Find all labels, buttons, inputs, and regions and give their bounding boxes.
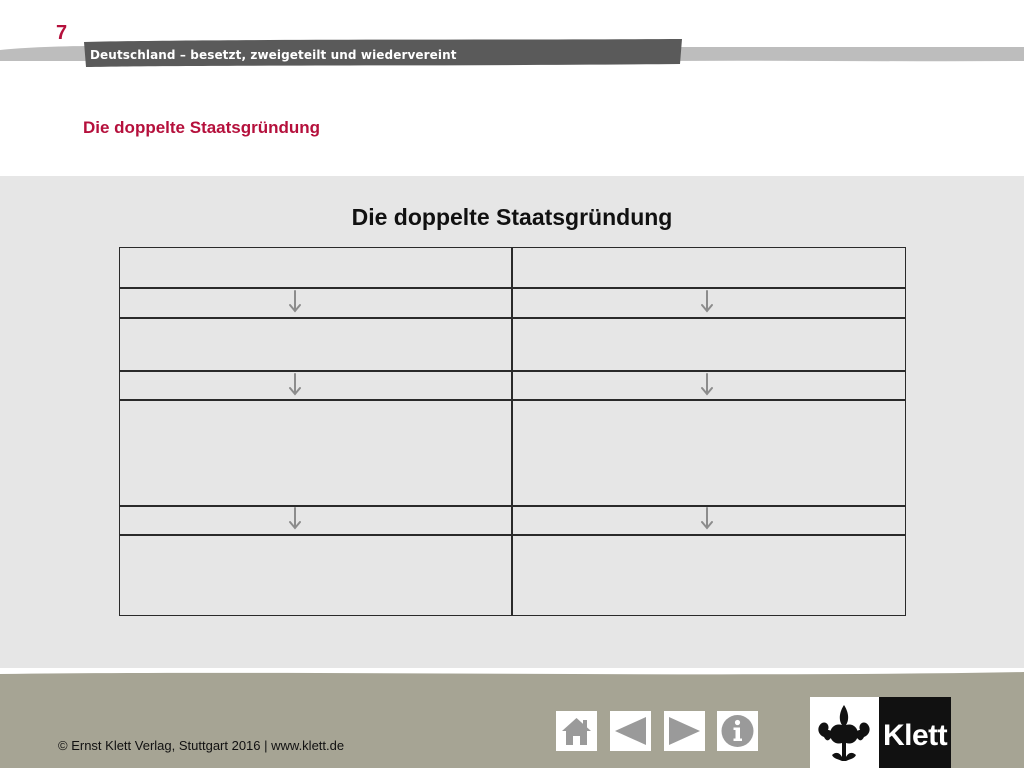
panel-title: Die doppelte Staatsgründung xyxy=(351,204,673,230)
table-cell-left-1[interactable] xyxy=(119,247,512,288)
table-cell-right-4[interactable] xyxy=(512,535,906,616)
down-arrow-icon xyxy=(700,373,714,397)
table-cell-left-2[interactable] xyxy=(119,318,512,371)
previous-button[interactable] xyxy=(610,711,651,751)
down-arrow-icon xyxy=(288,290,302,314)
table-cell-right-3[interactable] xyxy=(512,400,906,506)
table-cell-right-2[interactable] xyxy=(512,318,906,371)
table-cell-right-1[interactable] xyxy=(512,247,906,288)
down-arrow-icon xyxy=(700,290,714,314)
down-arrow-icon xyxy=(700,507,714,531)
left-arrow-icon xyxy=(610,711,651,751)
copyright-text: © Ernst Klett Verlag, Stuttgart 2016 | www.klett.de xyxy=(58,738,345,753)
home-icon xyxy=(556,711,597,751)
table-cell-left-4[interactable] xyxy=(119,535,512,616)
table-cell-left-3[interactable] xyxy=(119,400,512,506)
right-arrow-icon xyxy=(664,711,705,751)
logo-text: Klett xyxy=(883,719,948,752)
info-button[interactable] xyxy=(717,711,758,751)
arrow-cell-left-1 xyxy=(119,288,512,318)
next-button[interactable] xyxy=(664,711,705,751)
info-icon xyxy=(717,711,758,751)
klett-wordmark-logo xyxy=(879,697,951,768)
down-arrow-icon xyxy=(288,507,302,531)
home-button[interactable] xyxy=(556,711,597,751)
chapter-number: 7 xyxy=(56,22,68,44)
klett-emblem-logo xyxy=(810,697,879,768)
down-arrow-icon xyxy=(288,373,302,397)
slide-subtitle: Die doppelte Staatsgründung xyxy=(83,118,321,137)
chapter-title: Deutschland – besetzt, zweigeteilt und wiedervereint xyxy=(90,48,457,62)
arrow-cell-left-2 xyxy=(119,371,512,400)
arrow-cell-left-3 xyxy=(119,506,512,535)
